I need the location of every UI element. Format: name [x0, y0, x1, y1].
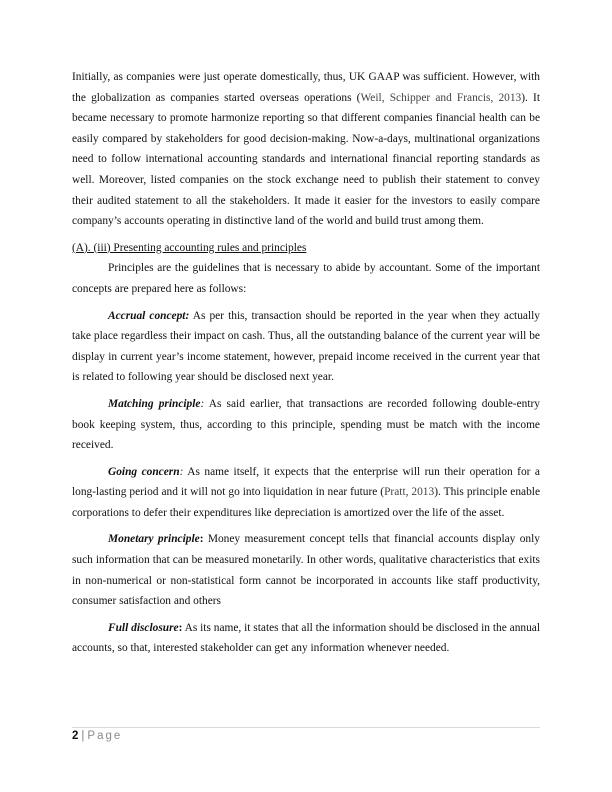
- matching-colon: :: [200, 397, 205, 410]
- full-disclosure-term: Full disclosure: [108, 621, 179, 634]
- matching-paragraph: [72, 394, 540, 456]
- intro-text-cont: ). It became necessary to promote harmonize reporting so that different companies financial health can be easily compared by stakeholders for good decision-making. Now-a-days, multinational organizations need to follow international accounting standards and international financial reporting standards as well. Moreover, listed companies on the stock exchange need to publish their statement to convey their audited statement to all the stakeholders. It made it easier for the investors to easily compare company’s accounts operating in distinctive land of the world and build trust among them.: [72, 91, 540, 228]
- matching-term: Matching principle: [108, 397, 201, 410]
- citation-weil: Weil, Schipper and Francis, 2013: [360, 91, 522, 104]
- document-body: [72, 67, 540, 659]
- going-concern-text: As name itself, it expects that the enterprise will run their operation for a long-lasting period and it will not go into liquidation in near future (: [72, 465, 540, 499]
- accrual-term: Accrual concept:: [108, 309, 190, 322]
- principles-intro-paragraph: Principles are the guidelines that is necessary to abide by accountant. Some of the important concepts are prepared here as follows:: [72, 262, 540, 295]
- matching-text: As said earlier, that transactions are recorded following double-entry book keeping system, thus, according to this principle, spending must be match with the income received.: [72, 397, 540, 452]
- accrual-paragraph: [72, 306, 540, 388]
- page-label: Page: [87, 730, 123, 742]
- intro-paragraph: [72, 67, 540, 232]
- page-footer: [72, 727, 540, 742]
- page-number: 2: [72, 730, 79, 742]
- accrual-text: As per this, transaction should be reported in the year when they actually take place regardless their impact on cash. Thus, all the outstanding balance of the current year will be display in current year’s income statement, however, prepaid income received in the current year that is related to following year should be disclosed next year.: [72, 309, 540, 384]
- going-concern-text-cont: ). This principle enable corporations to defer their expenditures like depreciation is amortized over the life of the asset.: [72, 486, 540, 519]
- full-disclosure-paragraph: [72, 618, 540, 659]
- going-concern-paragraph: [72, 462, 540, 524]
- full-disclosure-colon: :: [178, 621, 183, 634]
- citation-pratt: Pratt, 2013: [384, 486, 435, 499]
- monetary-term: Monetary principle: [108, 533, 200, 546]
- full-disclosure-text: As its name, it states that all the information should be disclosed in the annual accounts, so that, interested stakeholder can get any information whenever needed.: [72, 621, 540, 655]
- monetary-colon: :: [199, 533, 204, 546]
- monetary-paragraph: [72, 529, 540, 611]
- monetary-text: Money measurement concept tells that financial accounts display only such information that can be measured monetarily. In other words, qualitative characteristics that exits in non-numerical or non-statistical form cannot be incorporated in accounts like staff productivity, consumer satisfaction and others: [72, 533, 540, 608]
- footer-separator: |: [81, 730, 85, 742]
- intro-text: Initially, as companies were just operate domestically, thus, UK GAAP was sufficient. However, with the globalization as companies started overseas operations (: [72, 71, 540, 104]
- going-concern-colon: :: [179, 465, 184, 478]
- section-heading: (A). (iii) Presenting accounting rules and principles: [72, 241, 307, 254]
- going-concern-term: Going concern: [108, 465, 180, 478]
